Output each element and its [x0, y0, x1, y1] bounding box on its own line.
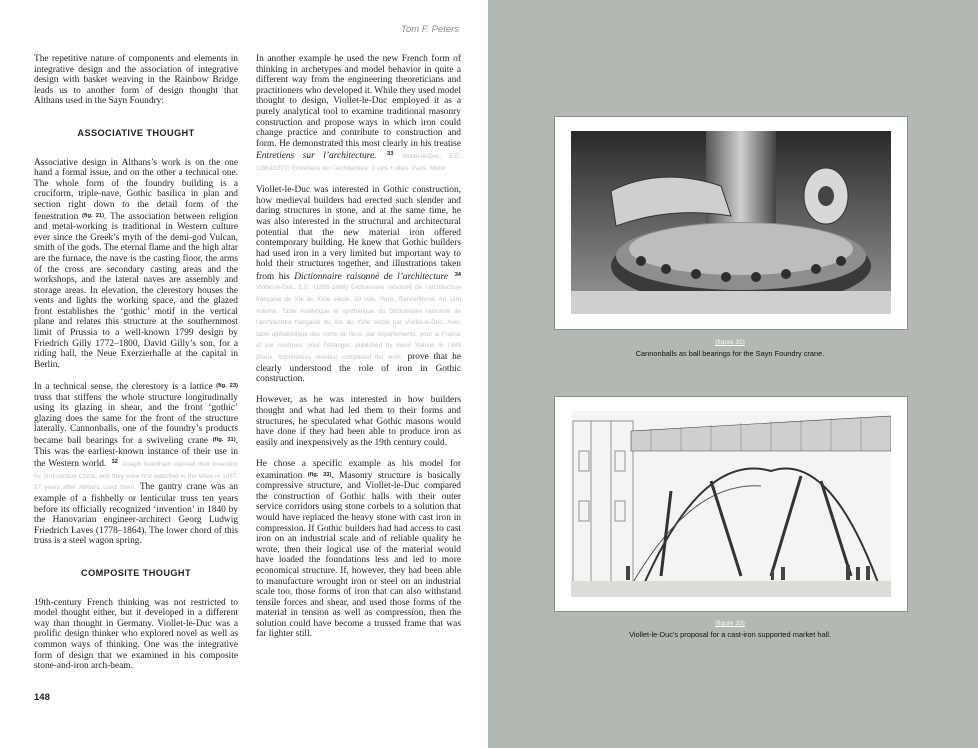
paragraph-text: The gantry crane was an example of a fishbelly or lenticular truss ten years before its officially recognized ‘invention’ in 1840 by the Hanovarian engineer-architect Georg Ludwig Friedrich Laves (1778–1864). The lower chord of this truss is a steel wagon spring.: [34, 482, 239, 547]
paragraph-text: . The association between religion and metal-working is traditional in Western culture ever since the Greek’s myth of the demi-god Vulcan, smith of the gods. The eternal flame and the high altar are the furnace, the nave is the casting floor, the arms of the cross are secondary casting areas and the workshops, and the lateral naves are assembly and storage areas. In elevation, the clerestory houses the vents and lights the working space, and the glazed front establishes the ‘gothic’ motif in the vertical plane and relates this structure at the southernmost limit of Prussia to a well-known 1799 design by Friedrich Gilly 1772–1800, David Gilly’s son, for a riding hall, the Neue Exerzierhalle at the capital in Berlin.: [34, 211, 238, 370]
text-column-2: [256, 54, 461, 651]
paragraph: [34, 158, 238, 371]
figure-reference[interactable]: (fig. 23): [216, 383, 238, 390]
paragraph: [256, 185, 461, 385]
footnote-text: Viollet-le-Duc, E.E. (1858-1868) Dictionnaire raisonné de l’architecture française du XIe au XVIe siècle, 10 vols. Paris, Bance/Morel. An 11th volume, Table Analytique et synthétique du Dictionnaire raisonné de l’architecture française du XIe au XVIe siècle par Viollet-le-Duc. Avec table alphabétique des noms de lieux, par départements, pour la France et par contrées, pour l’étranger, published by Henri Sabine in 1889 (Paris, Imprimeries réunies) completed the work.: [256, 284, 461, 362]
running-header: Tom F. Peters: [401, 24, 460, 35]
paragraph-text: In a technical sense, the clerestory is a lattice: [34, 382, 213, 393]
figure-31-frame: [554, 116, 908, 330]
paragraph: 19th-century French thinking was not restricted to model thought either, but it developed in a different way than thought in Germany. Viollet-le-Duc was a prolific design thinker who explored novel as well as common ways of thinking. One was the integrative form of design that we examined in his composite stone-and-iron arch-beam.: [34, 597, 238, 672]
paragraph: [34, 381, 238, 547]
figure-label: (figure 33): [715, 620, 745, 627]
cannonball-bearing-photo: [571, 131, 891, 314]
figure-33-frame: [554, 396, 908, 612]
paragraph-text: truss that stiffens the whole structure longitudinally using its glazing in shear, and the front ‘gothic’ glazing does the same for the front of the structure laterally. Cannonballs, one of the foundry’s products became ball bearings for a swiveling crane: [34, 392, 238, 446]
page-number: 148: [34, 692, 50, 703]
footnote-text: Viollet-le-Duc, E.E. (1863/1872) Entretiens sur l’architecture. 2 vols + atlas. Paris, Morel: [256, 153, 462, 172]
footnote-number: 32: [111, 459, 118, 466]
paragraph: However, as he was interested in how builders thought and what had led them to their forms and structures, he speculated what Gothic masons would have done if they had been able to produce iron as easily and inexpensively as the 19th century could.: [256, 395, 461, 448]
market-hall-engraving: [571, 411, 891, 597]
footnote-number: 34: [454, 271, 462, 278]
figure-label: (figure 31): [715, 339, 745, 346]
footnote-number: 33: [387, 151, 394, 158]
section-heading: COMPOSITE THOUGHT: [81, 567, 191, 578]
book-title: Dictionnaire raisonné de l’architecture: [294, 271, 448, 282]
paragraph-text: Viollet-le-Duc was interested in Gothic construction, how medieval builders had erected such slender and daring structures in stone, and at the same time, he was also interested in the structural and architectural potential that the new material iron offered contemporary building. He knew that Gothic builders had used iron in a very limited but important way to hold their structures together, and illustrations taken from his: [256, 185, 461, 282]
text-column-1: [34, 54, 238, 682]
figure-caption: Cannonballs as ball bearings for the Sayn Foundry crane.: [635, 349, 825, 358]
figure-reference[interactable]: (fig. 21): [82, 212, 105, 219]
paragraph-text: He chose a specific example as his model for examination: [256, 458, 461, 481]
figure-caption: Viollet-le-Duc’s proposal for a cast-iron supported market hall.: [629, 630, 831, 639]
paragraph-text: . This was the earliest-known instance of their use in the Western world.: [34, 436, 238, 470]
book-title: Entretiens sur l’architecture.: [256, 151, 377, 162]
paragraph: [256, 459, 461, 640]
paragraph-text: prove that he clearly understood the role of iron in Gothic construction.: [256, 352, 461, 385]
figure-reference[interactable]: (fig. 31): [212, 437, 236, 443]
paragraph: The repetitive nature of components and elements in integrative design and the association of integrative design with basket weaving in the Rainbow Bridge leads us to another form of design thought that Althans used in the Sayn Foundry:: [34, 54, 238, 107]
paragraph-text: . Masonry structure is basically compressive structure, and Viollet-le-Duc compared the construction of Gothic halls with their outer service corridors using stone corbels to a solution that would have replaced the heavy stone with cast iron in compression. If Gothic builders had had access to cast iron on an industrial scale and of reliable quality he wrote, then their logical use of the material would have loaded the foundations less and led to more economical structure. If, however, they had been able to manufacture wrought iron or steel on an industrial scale too, those forms of iron that can also withstand tensile forces and shear, and used those forms of the material in tension as well as compression, then the solution could have become a trussed frame that was far lighter still.: [256, 470, 461, 640]
left-page: [0, 0, 488, 748]
paragraph: [256, 54, 461, 175]
footnote-text: Joseph Needham claimed their invention for 2nd-century China, and they were first patented in the West in 1867, 27 years after Althans used them.: [34, 461, 239, 492]
paragraph-text: Associative design in Althans’s work is on the one hand a formal issue, and on the other a technical one. The whole form of the foundry building is a cruciform, triple-nave, Gothic basilica in plan and section right down to the detail form of the fenestration: [34, 157, 238, 222]
figure-reference[interactable]: (fig. 33): [307, 471, 332, 478]
paragraph-text: In another example he used the new French form of thinking in archetypes and model behavior in quite a different way from the engineering theoreticians and practitioners who developed it. While they used model thought to design, Viollet-le-Duc employed it as a purely analytical tool to examine traditional masonry construction and propose ways in which iron could change practice and contribute to construction and form. He demonstrated this most clearly in his treatise: [256, 54, 461, 149]
section-heading: ASSOCIATIVE THOUGHT: [77, 127, 195, 138]
